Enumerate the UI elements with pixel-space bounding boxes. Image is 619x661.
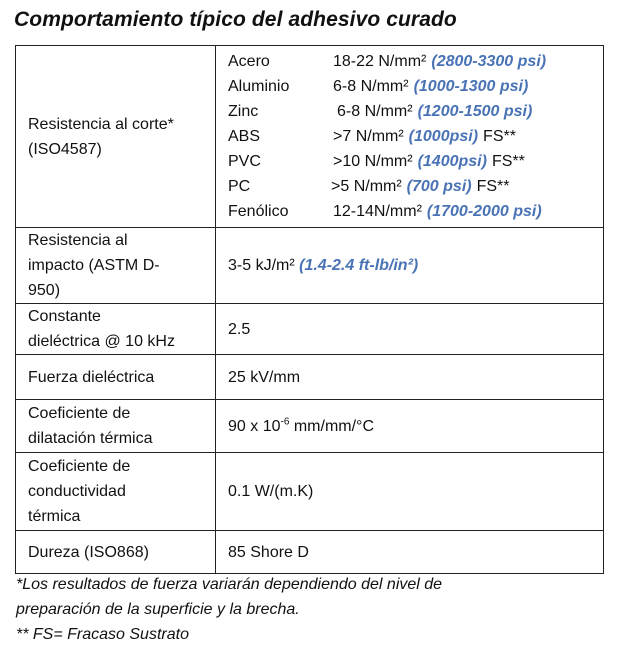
thermal-expansion-value-prefix: 90 x 10 (228, 417, 281, 435)
footnote-line: ** FS= Fracaso Sustrato (16, 626, 189, 643)
table-row-impact (16, 228, 604, 304)
material-fs-note: FS** (483, 128, 516, 145)
material-name: PC (228, 178, 251, 195)
dielectric-strength-label: Fuerza dieléctrica (16, 355, 216, 400)
material-row (228, 99, 603, 124)
material-value: >7 N/mm² (333, 128, 404, 145)
material-row (228, 124, 603, 149)
thermal-expansion-value-cell (216, 400, 604, 453)
material-value: 6-8 N/mm² (337, 103, 413, 120)
table-row-dielectric-strength (16, 355, 604, 400)
impact-value-cell (216, 228, 604, 304)
material-row (228, 149, 603, 174)
impact-label-line: 950) (28, 282, 61, 299)
hardness-label: Dureza (ISO868) (16, 531, 216, 574)
material-name: Aluminio (228, 78, 290, 95)
properties-table (15, 45, 604, 574)
thermal-conductivity-label-line: conductividad (28, 483, 126, 500)
material-name: PVC (228, 153, 261, 170)
table-row-hardness (16, 531, 604, 574)
dielectric-strength-value: 25 kV/mm (216, 355, 604, 400)
material-psi: (1000psi) (408, 128, 479, 145)
dielectric-constant-label-line: dieléctrica @ 10 kHz (28, 333, 175, 350)
shear-values-cell (216, 46, 604, 228)
material-value: >5 N/mm² (331, 178, 402, 195)
material-row (228, 174, 603, 199)
thermal-expansion-exponent: -6 (280, 416, 290, 428)
thermal-expansion-label-cell (16, 400, 216, 453)
material-fs-note: FS** (491, 153, 525, 170)
materials-list (228, 49, 603, 224)
dielectric-constant-label-line: Constante (28, 308, 101, 325)
thermal-conductivity-label-line: Coeficiente de (28, 458, 131, 475)
table-row-dielectric-constant (16, 304, 604, 355)
material-psi: (2800-3300 psi) (431, 53, 547, 70)
material-value: 18-22 N/mm² (333, 53, 427, 70)
material-value: 6-8 N/mm² (333, 78, 409, 95)
shear-label-line: Resistencia al corte* (28, 115, 174, 133)
material-name: ABS (228, 128, 261, 145)
impact-label-line: Resistencia al (28, 232, 128, 249)
impact-label-cell (16, 228, 216, 304)
material-row (228, 49, 603, 74)
shear-label-line: (ISO4587) (28, 140, 102, 158)
thermal-conductivity-label-cell (16, 453, 216, 531)
table-row-thermal-expansion (16, 400, 604, 453)
table-row-shear (16, 46, 604, 228)
footnote-line: *Los resultados de fuerza variarán dependiendo del nivel de (16, 576, 443, 593)
impact-label-line: impacto (ASTM D- (28, 257, 160, 274)
material-row (228, 74, 603, 99)
thermal-expansion-label-line: Coeficiente de (28, 405, 131, 422)
thermal-conductivity-value: 0.1 W/(m.K) (216, 453, 604, 531)
material-row (228, 199, 603, 224)
material-name: Zinc (228, 103, 259, 120)
impact-value-alt: (1.4-2.4 ft-lb/in²) (299, 257, 419, 274)
hardness-value: 85 Shore D (216, 531, 604, 574)
thermal-expansion-label-line: dilatación térmica (28, 430, 153, 447)
material-psi: (1200-1500 psi) (417, 103, 533, 120)
thermal-expansion-value-suffix: mm/mm/°C (289, 417, 374, 435)
material-fs-note: FS** (476, 178, 510, 195)
shear-label-cell (16, 46, 216, 228)
dielectric-constant-value: 2.5 (216, 304, 604, 355)
material-psi: (700 psi) (406, 178, 472, 195)
material-psi: (1000-1300 psi) (413, 78, 529, 95)
material-name: Fenólico (228, 203, 289, 220)
impact-value: 3-5 kJ/m² (228, 257, 295, 274)
table-row-thermal-conductivity (16, 453, 604, 531)
material-value: 12-14N/mm² (333, 203, 422, 220)
dielectric-constant-label-cell (16, 304, 216, 355)
material-value: >10 N/mm² (333, 153, 413, 170)
footnote-line: preparación de la superficie y la brecha. (16, 601, 300, 618)
material-psi: (1700-2000 psi) (426, 203, 542, 220)
material-psi: (1400psi) (417, 153, 487, 170)
page-title: Comportamiento típico del adhesivo curado (14, 8, 457, 31)
thermal-conductivity-label-line: térmica (28, 508, 81, 525)
material-name: Acero (228, 53, 270, 70)
